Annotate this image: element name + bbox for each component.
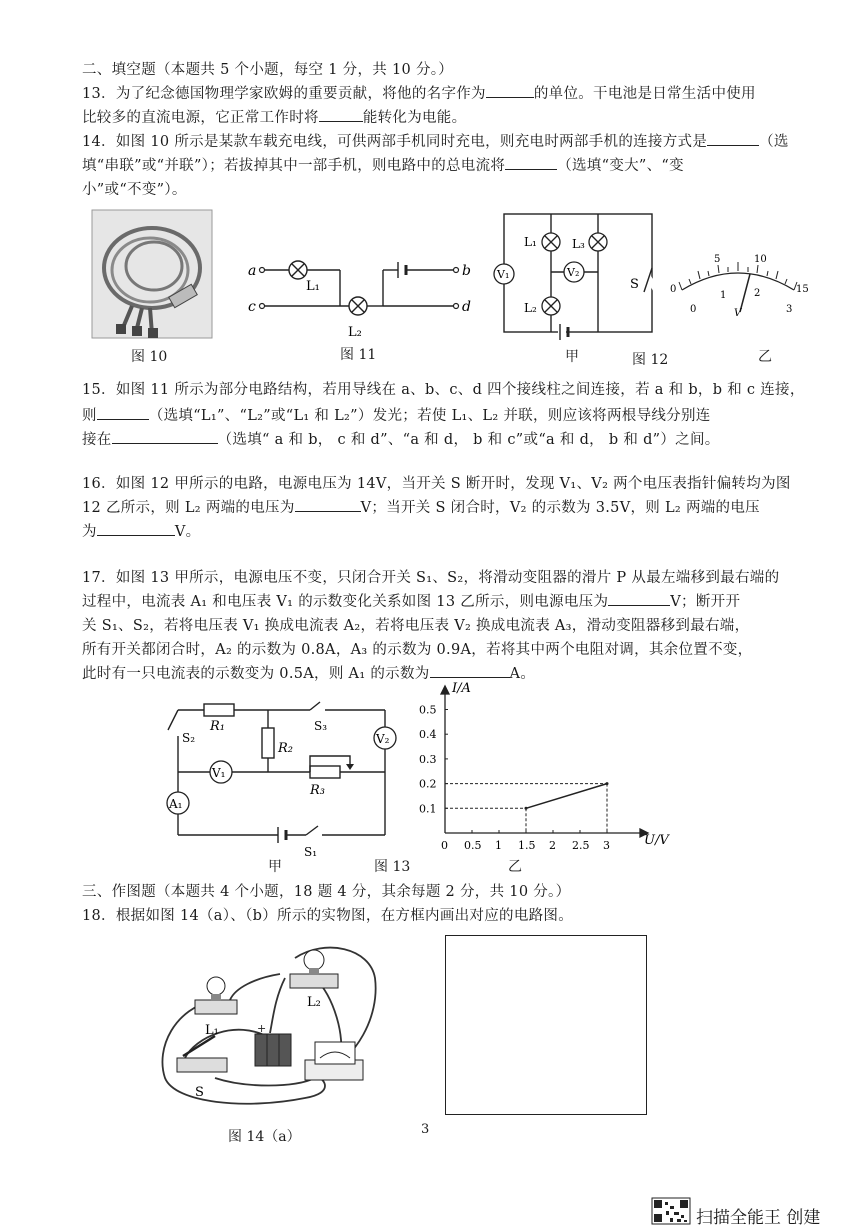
- q18-text: 18．根据如图 14（a）、（b）所示的实物图，在方框内画出对应的电路图。: [82, 908, 574, 924]
- chart-y-label: I/A: [452, 681, 471, 696]
- q14-blank-1[interactable]: [707, 131, 759, 146]
- chart-x-tick-label: 1.5: [518, 839, 536, 852]
- chart-y-tick-label: 0.5: [419, 703, 437, 717]
- fig13-caption: 图 13: [374, 859, 411, 875]
- q17-line2: [82, 590, 740, 611]
- q16-blank-1[interactable]: [295, 497, 361, 512]
- q14-blank-2[interactable]: [505, 155, 557, 170]
- fig12-S: S: [630, 277, 639, 292]
- fig12-dial-V: V: [734, 308, 742, 319]
- fig13-R1: R₁: [210, 719, 225, 734]
- q13-blank-2[interactable]: [319, 107, 363, 122]
- q15-text-b: （选填“L₁”、“L₂”或“L₁ 和 L₂”）发光；若使 L₁、L₂ 并联，则应该将两根导线分别连: [148, 408, 711, 424]
- page-number: 3: [421, 1122, 430, 1137]
- q16-blank-2[interactable]: [97, 521, 175, 536]
- q17-line4: 所有开关都闭合时，A₂ 的示数为 0.8A，A₃ 的示数为 0.9A，若将其中两个电阻对调，其余位置不变，: [82, 642, 753, 658]
- q14-line2: [82, 154, 684, 175]
- fig14a-physical-circuit: [155, 938, 385, 1113]
- fig12-top-tick-0: 0: [670, 284, 677, 295]
- fig13-S1: S₁: [304, 845, 318, 859]
- fig11-label-b: b: [462, 263, 471, 279]
- fig12-top-tick-15: 15: [796, 284, 809, 295]
- q14-text-b: （选: [759, 134, 789, 150]
- chart-x-tick-label: 3: [603, 839, 610, 852]
- q17-line3: 关 S₁、S₂，若将电压表 V₁ 换成电流表 A₂，若将电压表 V₂ 换成电流表 A₃，滑动变阻器移到最右端，: [82, 618, 750, 634]
- chart-x-label: U/V: [644, 833, 669, 848]
- fig11-label-a: a: [248, 263, 257, 279]
- fig13-jia-label: 甲: [268, 859, 282, 875]
- chart-y-tick-label: 0.3: [419, 752, 437, 766]
- chart-y-arrow: [441, 686, 449, 694]
- fig14-plus-sign: +: [257, 1022, 267, 1035]
- fig14-L2: L₂: [307, 995, 321, 1010]
- q16-line2: [82, 496, 760, 517]
- q17-line1: 17．如图 13 甲所示，电源电压不变，只闭合开关 S₁、S₂，将滑动变阻器的滑片 P 从最左端移到最右端的: [82, 570, 780, 586]
- scanner-watermark: 扫描全能王 创建: [696, 1208, 821, 1228]
- fig12-circuit-jia: [494, 210, 664, 345]
- q16-line1: 16．如图 12 甲所示的电路，电源电压为 14V，当开关 S 断开时，发现 V₁、V₂ 两个电压表指针偏转均为图: [82, 476, 791, 492]
- fig12-V1: V₁: [497, 268, 510, 281]
- section-3-title: 三、作图题（本题共 4 个小题，18 题 4 分，其余每题 2 分，共 10 分。）: [82, 884, 571, 900]
- fig11-circuit: [248, 248, 478, 348]
- q14-text-d: （选填“变大”、“变: [557, 158, 684, 174]
- q17-text-a: 过程中，电流表 A₁ 和电压表 V₁ 的示数变化关系如图 13 乙所示，则电源电压为: [82, 594, 609, 610]
- q15-blank-1[interactable]: [97, 405, 149, 420]
- q17-text-c: 此时有一只电流表的示数变为 0.5A，则 A₁ 的示数为: [82, 666, 430, 682]
- q13-text-b: 的单位。干电池是日常生活中使用: [533, 86, 756, 102]
- fig11-label-c: c: [248, 299, 256, 315]
- q13-text-a: 13．为了纪念德国物理学家欧姆的重要贡献，将他的名字作为: [82, 86, 486, 102]
- q16-text-b: V；当开关 S 闭合时，V₂ 的示数为 3.5V，则 L₂ 两端的电压: [360, 500, 760, 516]
- qr-code-icon: [652, 1198, 690, 1224]
- q15-line3: [82, 428, 720, 449]
- q16-text-c: 为: [82, 524, 97, 540]
- fig13-R2: R₂: [278, 741, 293, 756]
- fig12-jia-label: 甲: [565, 349, 579, 365]
- fig10-photo: [92, 210, 212, 340]
- fig13-V1: V₁: [212, 766, 226, 780]
- fig13-circuit-jia: [160, 690, 400, 860]
- fig12-L2: L₂: [524, 301, 537, 315]
- fig12-bot-tick-2: 2: [754, 288, 761, 299]
- fig13-V2: V₂: [376, 732, 390, 746]
- chart-series-line: [526, 784, 607, 809]
- fig13-chart-yi: [410, 680, 670, 870]
- fig13-R3: R₃: [310, 783, 325, 798]
- q16-line3: [82, 520, 200, 541]
- fig12-L1: L₁: [524, 235, 537, 249]
- q13-text-d: 能转化为电能。: [362, 110, 467, 126]
- answer-drawing-box[interactable]: [445, 935, 647, 1115]
- fig11-label-L1: L₁: [306, 279, 320, 294]
- fig13-S3: S₃: [314, 719, 328, 733]
- fig12-L3: L₃: [572, 237, 585, 251]
- q15-blank-2[interactable]: [112, 429, 218, 444]
- fig12-voltmeter-dial: [668, 250, 808, 320]
- fig12-bot-tick-1: 1: [720, 290, 727, 301]
- section-2-title: 二、填空题（本题共 5 个小题，每空 1 分，共 10 分。）: [82, 62, 454, 78]
- q16-text-a: 12 乙所示，则 L₂ 两端的电压为: [82, 500, 295, 516]
- q15-text-a: 则: [82, 408, 97, 424]
- fig13-S2: S₂: [182, 731, 196, 745]
- fig12-bot-tick-0: 0: [690, 304, 697, 315]
- fig11-caption: 图 11: [340, 347, 377, 363]
- fig12-bot-tick-3: 3: [786, 304, 793, 315]
- q14-line3: 小”或“不变”）。: [82, 182, 187, 198]
- q15-text-c: 接在: [82, 432, 112, 448]
- q15-line1: 15．如图 11 所示为部分电路结构，若用导线在 a、b、c、d 四个接线柱之间连接，若 a 和 b，b 和 c 连接，: [82, 382, 805, 398]
- q13-line1: [82, 82, 756, 103]
- fig13-yi-label: 乙: [508, 859, 522, 875]
- fig14-L1: L₁: [205, 1023, 219, 1038]
- fig12-yi-label: 乙: [758, 349, 772, 365]
- chart-x-tick-label: 0.5: [464, 839, 482, 852]
- fig14-caption: 图 14（a）: [228, 1129, 301, 1145]
- fig11-label-d: d: [462, 299, 471, 315]
- fig10-caption: 图 10: [131, 349, 168, 365]
- q15-text-d: （选填“ a 和 b， c 和 d”、“a 和 d， b 和 c”或“a 和 d， b 和 d”）之间。: [217, 432, 720, 448]
- chart-y-tick-label: 0.2: [419, 777, 437, 791]
- fig11-label-L2: L₂: [348, 325, 362, 340]
- fig13-A1: A₁: [169, 797, 183, 811]
- chart-y-tick-label: 0.4: [419, 728, 437, 742]
- chart-x-tick-label: 2.5: [572, 839, 590, 852]
- chart-x-tick-label: 0: [441, 839, 448, 852]
- q15-line2: [82, 404, 711, 425]
- fig12-top-tick-10: 10: [754, 254, 767, 265]
- chart-x-tick-label: 2: [549, 839, 556, 852]
- q17-blank-1[interactable]: [608, 591, 670, 606]
- q17-text-b: V；断开开: [670, 594, 741, 610]
- q17-blank-2[interactable]: [430, 663, 510, 678]
- chart-x-tick-label: 1: [495, 839, 502, 852]
- q14-text-a: 14．如图 10 所示是某款车载充电线，可供两部手机同时充电，则充电时两部手机的连接方式是: [82, 134, 708, 150]
- q13-line2: [82, 106, 466, 127]
- fig14-S: S: [195, 1085, 204, 1100]
- fig12-top-tick-5: 5: [714, 254, 721, 265]
- fig12-caption: 图 12: [632, 352, 669, 368]
- q14-text-c: 填“串联”或“并联”）；若拔掉其中一部手机，则电路中的总电流将: [82, 158, 506, 174]
- chart-y-tick-label: 0.1: [419, 802, 437, 816]
- q17-text-d: A。: [509, 666, 536, 682]
- q13-text-c: 比较多的直流电源，它正常工作时将: [82, 110, 319, 126]
- q16-text-d: V。: [174, 524, 201, 540]
- q13-blank-1[interactable]: [486, 83, 534, 98]
- fig12-V2: V₂: [567, 266, 580, 279]
- q14-line1: [82, 130, 789, 151]
